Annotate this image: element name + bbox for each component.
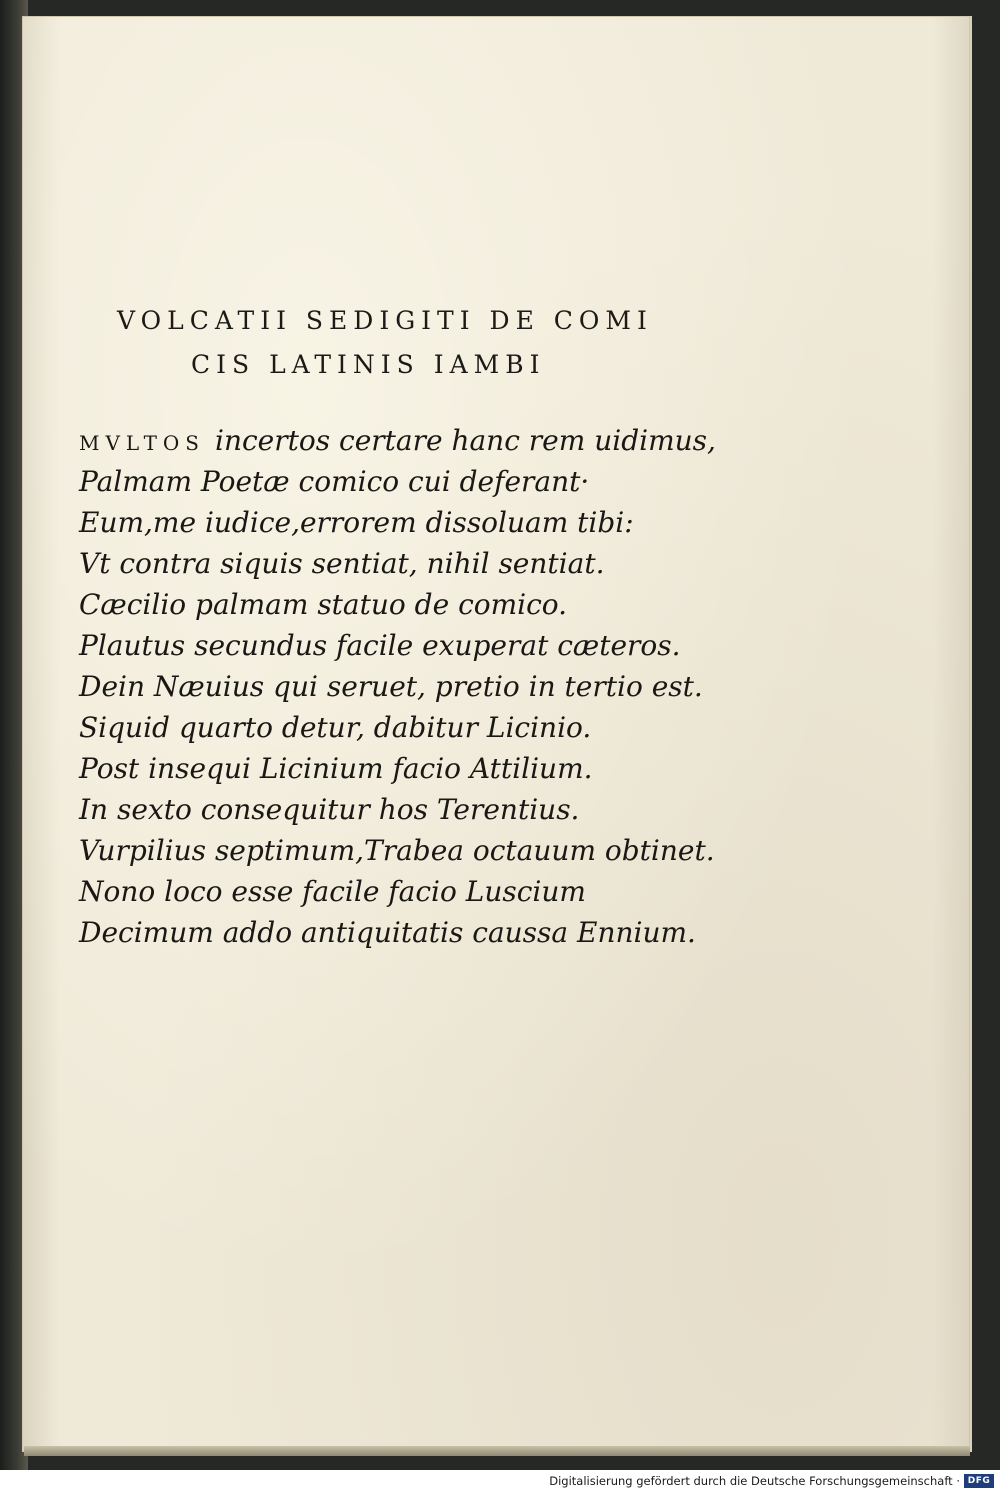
book-page [22,16,972,1452]
page-bottom-edge [24,1446,970,1456]
verse-line: Dein Næuius qui seruet, pretio in tertio est. [79,670,703,703]
funding-credit: Digitalisierung gefördert durch die Deutsche Forschungsgemeinschaft · [549,1474,960,1488]
verse-line: Vurpilius septimum,Trabea octauum obtinet. [79,834,715,867]
verse-line: Decimum addo antiquitatis caussa Ennium. [79,916,696,949]
verse-line: In sexto consequitur hos Terentius. [79,793,580,826]
verse-line: Post insequi Licinium facio Attilium. [79,752,593,785]
heading-line-1: VOLCATII SEDIGITI DE COMI [117,306,653,335]
verse-line: Vt contra siquis sentiat, nihil sentiat. [79,547,605,580]
verse-line: Siquid quarto detur, dabitur Licinio. [79,711,592,744]
verse-line: Nono loco esse facile facio Luscium [79,875,586,908]
verse-line: Plautus secundus facile exuperat cæteros. [79,629,681,662]
verse-text: incertos certare hanc rem uidimus, [215,424,716,457]
dfg-logo-icon: DFG [964,1474,994,1488]
verse-line: Cæcilio palmam statuo de comico. [79,588,568,621]
verse-line: Palmam Poetæ comico cui deferant· [79,465,590,498]
verse-line [79,420,716,461]
verse-line: Eum,me iudice,errorem dissoluam tibi: [79,506,634,539]
digitization-footer [0,1470,1000,1492]
heading-line-2: CIS LATINIS IAMBI [191,350,546,379]
poem-text [79,420,716,953]
verse-initial-word: MVLTOS [79,431,206,455]
